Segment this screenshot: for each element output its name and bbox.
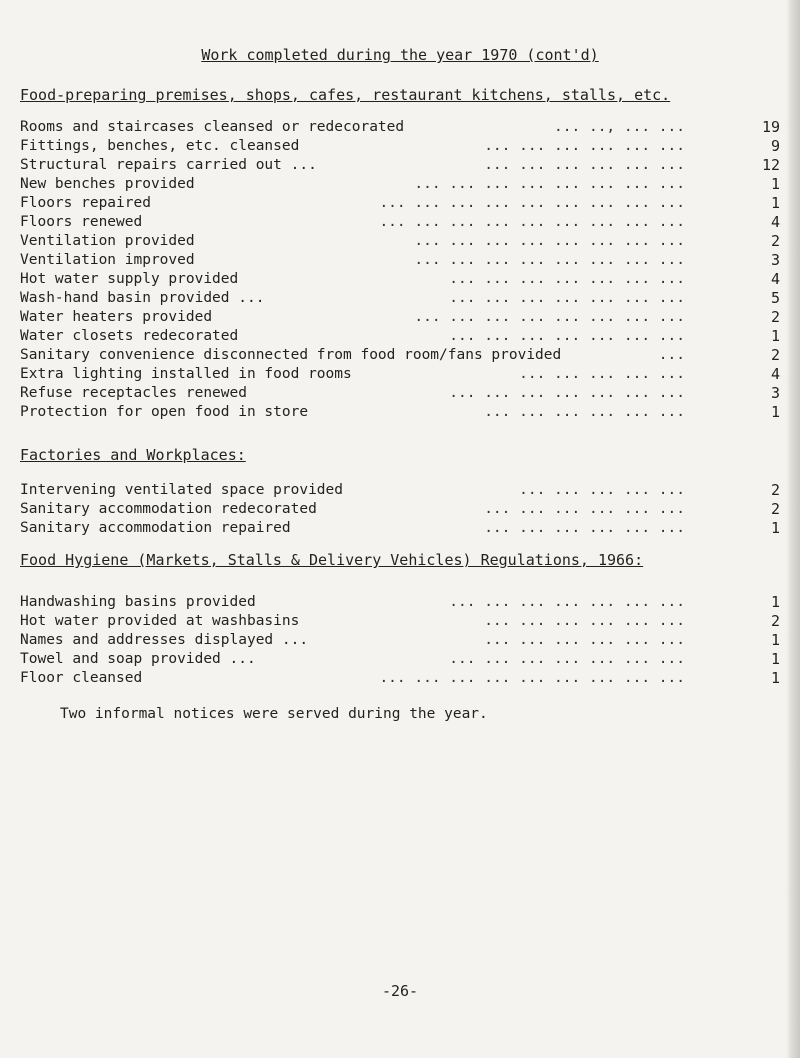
leader-dots: ... ... ... ... ... ... ... ... (414, 176, 685, 192)
leader-dots: ... ... ... ... ... ... (484, 520, 685, 536)
item-value: 1 (770, 650, 780, 668)
item-label: Extra lighting installed in food rooms (20, 366, 352, 382)
item-value: 9 (770, 137, 780, 155)
list-item (20, 327, 780, 345)
leader-dots: ... ... ... ... ... ... ... (449, 271, 685, 287)
list-item (20, 194, 780, 212)
item-value: 1 (770, 194, 780, 212)
leader-dots: ... ... ... ... ... ... (484, 632, 685, 648)
item-label: Floors renewed (20, 214, 143, 230)
item-label: Hot water supply provided (20, 271, 239, 287)
list-item (20, 346, 780, 364)
list-item (20, 631, 780, 649)
item-label: Ventilation improved (20, 252, 195, 268)
list-item (20, 593, 780, 611)
page-title: Work completed during the year 1970 (cont'd) (201, 46, 599, 64)
item-value: 12 (761, 156, 780, 174)
scan-edge-shadow (786, 0, 800, 1058)
list-item (20, 403, 780, 421)
list-item (20, 175, 780, 193)
item-label: Rooms and staircases cleansed or redecorated (20, 119, 405, 135)
list-item (20, 251, 780, 269)
item-value: 2 (770, 612, 780, 630)
list-item (20, 137, 780, 155)
item-label: Sanitary convenience disconnected from food room/fans provided (20, 347, 562, 363)
leader-dots: ... ... ... ... ... ... (484, 613, 685, 629)
leader-dots: ... ... ... ... ... (519, 366, 685, 382)
list-item (20, 650, 780, 668)
leader-dots: ... ... ... ... ... ... ... ... (414, 252, 685, 268)
list-item (20, 118, 780, 136)
item-label: Sanitary accommodation repaired (20, 520, 291, 536)
item-label: Refuse receptacles renewed (20, 385, 247, 401)
item-value: 1 (770, 631, 780, 649)
item-value: 1 (770, 669, 780, 687)
leader-dots: ... ... ... ... ... ... (484, 138, 685, 154)
leader-dots: ... ... ... ... ... ... ... (449, 385, 685, 401)
item-value: 4 (770, 365, 780, 383)
list-item (20, 308, 780, 326)
item-value: 2 (770, 346, 780, 364)
item-label: Water closets redecorated (20, 328, 239, 344)
item-value: 1 (770, 519, 780, 537)
list-item (20, 232, 780, 250)
leader-dots: ... ... ... ... ... ... (484, 501, 685, 517)
section-heading-food-hygiene: Food Hygiene (Markets, Stalls & Delivery Vehicles) Regulations, 1966: (20, 551, 644, 569)
leader-dots: ... ... ... ... ... ... ... (449, 328, 685, 344)
item-label: Water heaters provided (20, 309, 213, 325)
item-label: Ventilation provided (20, 233, 195, 249)
item-label: Intervening ventilated space provided (20, 482, 344, 498)
list-item (20, 156, 780, 174)
item-label: Sanitary accommodation redecorated (20, 501, 317, 517)
leader-dots: ... ... ... ... ... (519, 482, 685, 498)
leader-dots: ... ... ... ... ... ... ... (449, 290, 685, 306)
list-item (20, 519, 780, 537)
item-value: 4 (770, 213, 780, 231)
list-item (20, 213, 780, 231)
item-label: Floor cleansed (20, 670, 143, 686)
list-item (20, 669, 780, 687)
informal-notices-note: Two informal notices were served during the year. (60, 706, 488, 722)
item-value: 5 (770, 289, 780, 307)
item-label: Protection for open food in store (20, 404, 309, 420)
item-value: 1 (770, 593, 780, 611)
list-item (20, 481, 780, 499)
leader-dots: ... ... ... ... ... ... ... (449, 651, 685, 667)
leader-dots: ... ... ... ... ... ... ... ... (414, 233, 685, 249)
item-value: 1 (770, 175, 780, 193)
leader-dots: ... ... ... ... ... ... ... ... (414, 309, 685, 325)
item-value: 2 (770, 232, 780, 250)
item-value: 1 (770, 327, 780, 345)
item-value: 2 (770, 500, 780, 518)
list-item (20, 384, 780, 402)
list-item (20, 500, 780, 518)
leader-dots: ... ... ... ... ... ... ... ... ... (379, 670, 685, 686)
item-label: Names and addresses displayed ... (20, 632, 309, 648)
item-label: Structural repairs carried out ... (20, 157, 317, 173)
leader-dots: ... ... ... ... ... ... (484, 404, 685, 420)
item-value: 4 (770, 270, 780, 288)
item-label: New benches provided (20, 176, 195, 192)
section-heading-factories: Factories and Workplaces: (20, 446, 246, 464)
leader-dots: ... ... ... ... ... ... (484, 157, 685, 173)
leader-dots: ... ... ... ... ... ... ... ... ... (379, 214, 685, 230)
list-item (20, 612, 780, 630)
section-heading-food-premises: Food-preparing premises, shops, cafes, restaurant kitchens, stalls, etc. (20, 86, 671, 104)
item-value: 2 (770, 308, 780, 326)
item-value: 3 (770, 384, 780, 402)
item-label: Hot water provided at washbasins (20, 613, 300, 629)
leader-dots: ... ... ... ... ... ... ... (449, 594, 685, 610)
item-value: 19 (761, 118, 780, 136)
item-value: 1 (770, 403, 780, 421)
list-item (20, 270, 780, 288)
item-label: Towel and soap provided ... (20, 651, 256, 667)
item-label: Fittings, benches, etc. cleansed (20, 138, 300, 154)
list-item (20, 365, 780, 383)
item-label: Handwashing basins provided (20, 594, 256, 610)
leader-dots: ... .., ... ... (554, 119, 685, 135)
item-value: 3 (770, 251, 780, 269)
page-number: -26- (381, 982, 419, 1000)
item-label: Wash-hand basin provided ... (20, 290, 265, 306)
leader-dots: ... (658, 347, 685, 363)
item-label: Floors repaired (20, 195, 151, 211)
list-item (20, 289, 780, 307)
item-value: 2 (770, 481, 780, 499)
leader-dots: ... ... ... ... ... ... ... ... ... (379, 195, 685, 211)
